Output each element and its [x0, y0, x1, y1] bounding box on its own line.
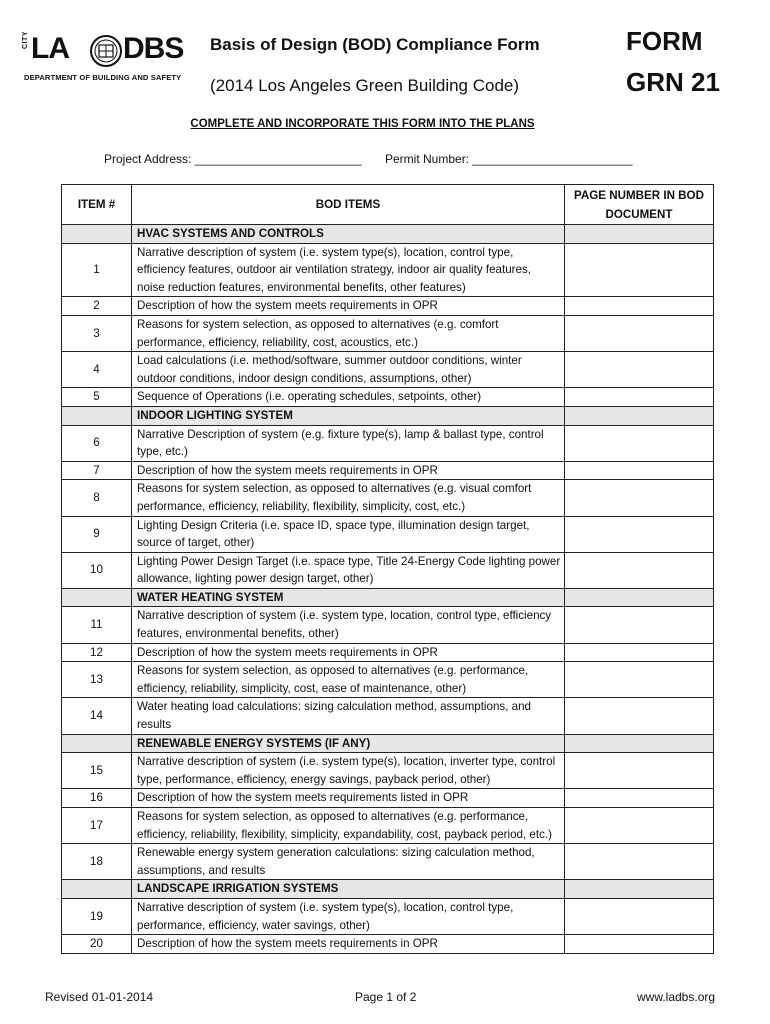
page-number-cell[interactable] — [565, 789, 714, 808]
item-number-cell: 12 — [62, 643, 132, 662]
item-number-cell: 10 — [62, 552, 132, 588]
item-number-cell: 18 — [62, 844, 132, 880]
page-number-cell[interactable] — [565, 552, 714, 588]
table-row — [62, 552, 714, 588]
item-number-cell — [62, 588, 132, 607]
bod-item-cell: Reasons for system selection, as opposed to alternatives (e.g. performance, efficiency, reliability, flexibility, simplicity, expandability, cost, payback period, etc.) — [132, 808, 565, 844]
item-number-cell: 8 — [62, 480, 132, 516]
table-row — [62, 425, 714, 461]
page-indicator: Page 1 of 2 — [355, 990, 417, 1004]
page-number-cell[interactable] — [565, 643, 714, 662]
page-number-cell[interactable] — [565, 607, 714, 643]
bod-item-cell: Description of how the system meets requirements in OPR — [132, 643, 565, 662]
page-number-cell[interactable] — [565, 243, 714, 297]
item-number-cell: 19 — [62, 898, 132, 934]
table-row — [62, 643, 714, 662]
page-number-cell[interactable] — [565, 352, 714, 388]
city-seal-icon — [90, 35, 122, 67]
item-number-cell — [62, 734, 132, 753]
page-number-cell — [565, 406, 714, 425]
table-row — [62, 808, 714, 844]
page-number-cell[interactable] — [565, 516, 714, 552]
table-row — [62, 753, 714, 789]
form-title: Basis of Design (BOD) Compliance Form — [210, 35, 540, 54]
bod-item-cell: Load calculations (i.e. method/software, summer outdoor conditions, winter outdoor conditions, indoor design conditions, assumptions, other) — [132, 352, 565, 388]
page-number-cell[interactable] — [565, 425, 714, 461]
table-row — [62, 698, 714, 734]
table-section-row — [62, 588, 714, 607]
bod-item-cell: Narrative description of system (i.e. system type(s), location, inverter type, control type, performance, efficiency, energy savings, payback period, other) — [132, 753, 565, 789]
table-row — [62, 297, 714, 316]
website-link[interactable]: www.ladbs.org — [637, 990, 716, 1004]
bod-item-cell: Reasons for system selection, as opposed to alternatives (e.g. comfort performance, efficiency, reliability, cost, acoustics, etc.) — [132, 315, 565, 351]
page-number-cell — [565, 880, 714, 899]
page-number-cell[interactable] — [565, 898, 714, 934]
page-number-cell[interactable] — [565, 935, 714, 954]
table-section-row — [62, 734, 714, 753]
logo-dbs-text: DBS — [123, 32, 184, 65]
item-number-cell: 14 — [62, 698, 132, 734]
item-number-cell: 20 — [62, 935, 132, 954]
bod-item-cell: Sequence of Operations (i.e. operating schedules, setpoints, other) — [132, 388, 565, 407]
item-number-cell — [62, 406, 132, 425]
item-number-cell: 7 — [62, 461, 132, 480]
table-section-row — [62, 406, 714, 425]
bod-item-cell: Description of how the system meets requirements listed in OPR — [132, 789, 565, 808]
bod-item-cell: Narrative Description of system (e.g. fixture type(s), lamp & ballast type, control type, etc.) — [132, 425, 565, 461]
table-section-row — [62, 225, 714, 244]
table-row — [62, 480, 714, 516]
section-heading-cell: INDOOR LIGHTING SYSTEM — [132, 406, 565, 425]
table-row — [62, 662, 714, 698]
page-number-header: PAGE NUMBER IN BOD DOCUMENT — [565, 185, 714, 225]
form-number: GRN 21 — [626, 67, 720, 97]
item-number-cell: 15 — [62, 753, 132, 789]
bod-item-cell: Narrative description of system (i.e. system type(s), location, control type, efficiency features, outdoor air ventilation strategy, indoor air quality features, noise reduction features, environmental benefits, other features) — [132, 243, 565, 297]
item-number-cell: 11 — [62, 607, 132, 643]
page-number-cell[interactable] — [565, 808, 714, 844]
page-number-cell[interactable] — [565, 844, 714, 880]
bod-item-cell: Lighting Design Criteria (i.e. space ID, space type, illumination design target, source of target, other) — [132, 516, 565, 552]
table-row — [62, 388, 714, 407]
item-number-cell: 6 — [62, 425, 132, 461]
project-address-field[interactable]: Project Address: _________________________ — [104, 152, 362, 166]
item-number-cell: 2 — [62, 297, 132, 316]
bod-item-cell: Water heating load calculations: sizing calculation method, assumptions, and results — [132, 698, 565, 734]
table-row — [62, 516, 714, 552]
page-number-cell[interactable] — [565, 662, 714, 698]
page-number-cell[interactable] — [565, 480, 714, 516]
instruction-text: COMPLETE AND INCORPORATE THIS FORM INTO THE PLANS — [190, 118, 535, 130]
item-number-cell: 4 — [62, 352, 132, 388]
page-number-cell — [565, 588, 714, 607]
bod-items-header: BOD ITEMS — [132, 185, 565, 225]
page-number-cell[interactable] — [565, 315, 714, 351]
item-number-cell — [62, 225, 132, 244]
bod-item-cell: Lighting Power Design Target (i.e. space type, Title 24-Energy Code lighting power allowance, lighting power design target, other) — [132, 552, 565, 588]
form-subtitle: (2014 Los Angeles Green Building Code) — [210, 76, 520, 95]
page-number-cell — [565, 225, 714, 244]
revised-date: Revised 01-01-2014 — [45, 990, 154, 1004]
item-number-cell — [62, 880, 132, 899]
section-heading-cell: RENEWABLE ENERGY SYSTEMS (IF ANY) — [132, 734, 565, 753]
section-heading-cell: HVAC SYSTEMS AND CONTROLS — [132, 225, 565, 244]
item-number-cell: 9 — [62, 516, 132, 552]
bod-item-cell: Renewable energy system generation calculations: sizing calculation method, assumptions, and results — [132, 844, 565, 880]
bod-item-cell: Reasons for system selection, as opposed to alternatives (e.g. performance, efficiency, reliability, simplicity, cost, ease of maintenance, other) — [132, 662, 565, 698]
table-row — [62, 844, 714, 880]
form-label: FORM — [626, 26, 703, 56]
table-header-row — [62, 185, 714, 225]
table-row — [62, 935, 714, 954]
page-number-cell — [565, 734, 714, 753]
page-number-cell[interactable] — [565, 461, 714, 480]
table-section-row — [62, 880, 714, 899]
permit-number-field[interactable]: Permit Number: ________________________ — [385, 152, 633, 166]
bod-item-cell: Reasons for system selection, as opposed to alternatives (e.g. visual comfort performance, efficiency, reliability, flexibility, simplicity, cost, etc.) — [132, 480, 565, 516]
table-body — [62, 225, 714, 954]
table-row — [62, 789, 714, 808]
item-number-header: ITEM # — [62, 185, 132, 225]
page-number-cell[interactable] — [565, 753, 714, 789]
item-number-cell: 5 — [62, 388, 132, 407]
item-number-cell: 17 — [62, 808, 132, 844]
table-row — [62, 315, 714, 351]
bod-item-cell: Narrative description of system (i.e. system type, location, control type, efficiency features, environmental benefits, other) — [132, 607, 565, 643]
logo-city-text: CITY — [22, 31, 29, 49]
bod-item-cell: Description of how the system meets requirements in OPR — [132, 935, 565, 954]
page-number-cell[interactable] — [565, 388, 714, 407]
bod-item-cell: Description of how the system meets requirements in OPR — [132, 461, 565, 480]
item-number-cell: 13 — [62, 662, 132, 698]
logo-department-text: DEPARTMENT OF BUILDING AND SAFETY — [24, 73, 182, 82]
table-row — [62, 607, 714, 643]
page-number-cell[interactable] — [565, 698, 714, 734]
table-row — [62, 352, 714, 388]
ladbs-logo — [22, 31, 184, 87]
section-heading-cell: WATER HEATING SYSTEM — [132, 588, 565, 607]
table-row — [62, 461, 714, 480]
bod-item-cell: Narrative description of system (i.e. system type(s), location, control type, performance, efficiency, water savings, other) — [132, 898, 565, 934]
logo-la-text: LA — [31, 32, 69, 65]
page-number-cell[interactable] — [565, 297, 714, 316]
item-number-cell: 1 — [62, 243, 132, 297]
section-heading-cell: LANDSCAPE IRRIGATION SYSTEMS — [132, 880, 565, 899]
bod-item-cell: Description of how the system meets requirements in OPR — [132, 297, 565, 316]
table-row — [62, 898, 714, 934]
table-row — [62, 243, 714, 297]
item-number-cell: 16 — [62, 789, 132, 808]
item-number-cell: 3 — [62, 315, 132, 351]
bod-items-table — [61, 184, 714, 954]
